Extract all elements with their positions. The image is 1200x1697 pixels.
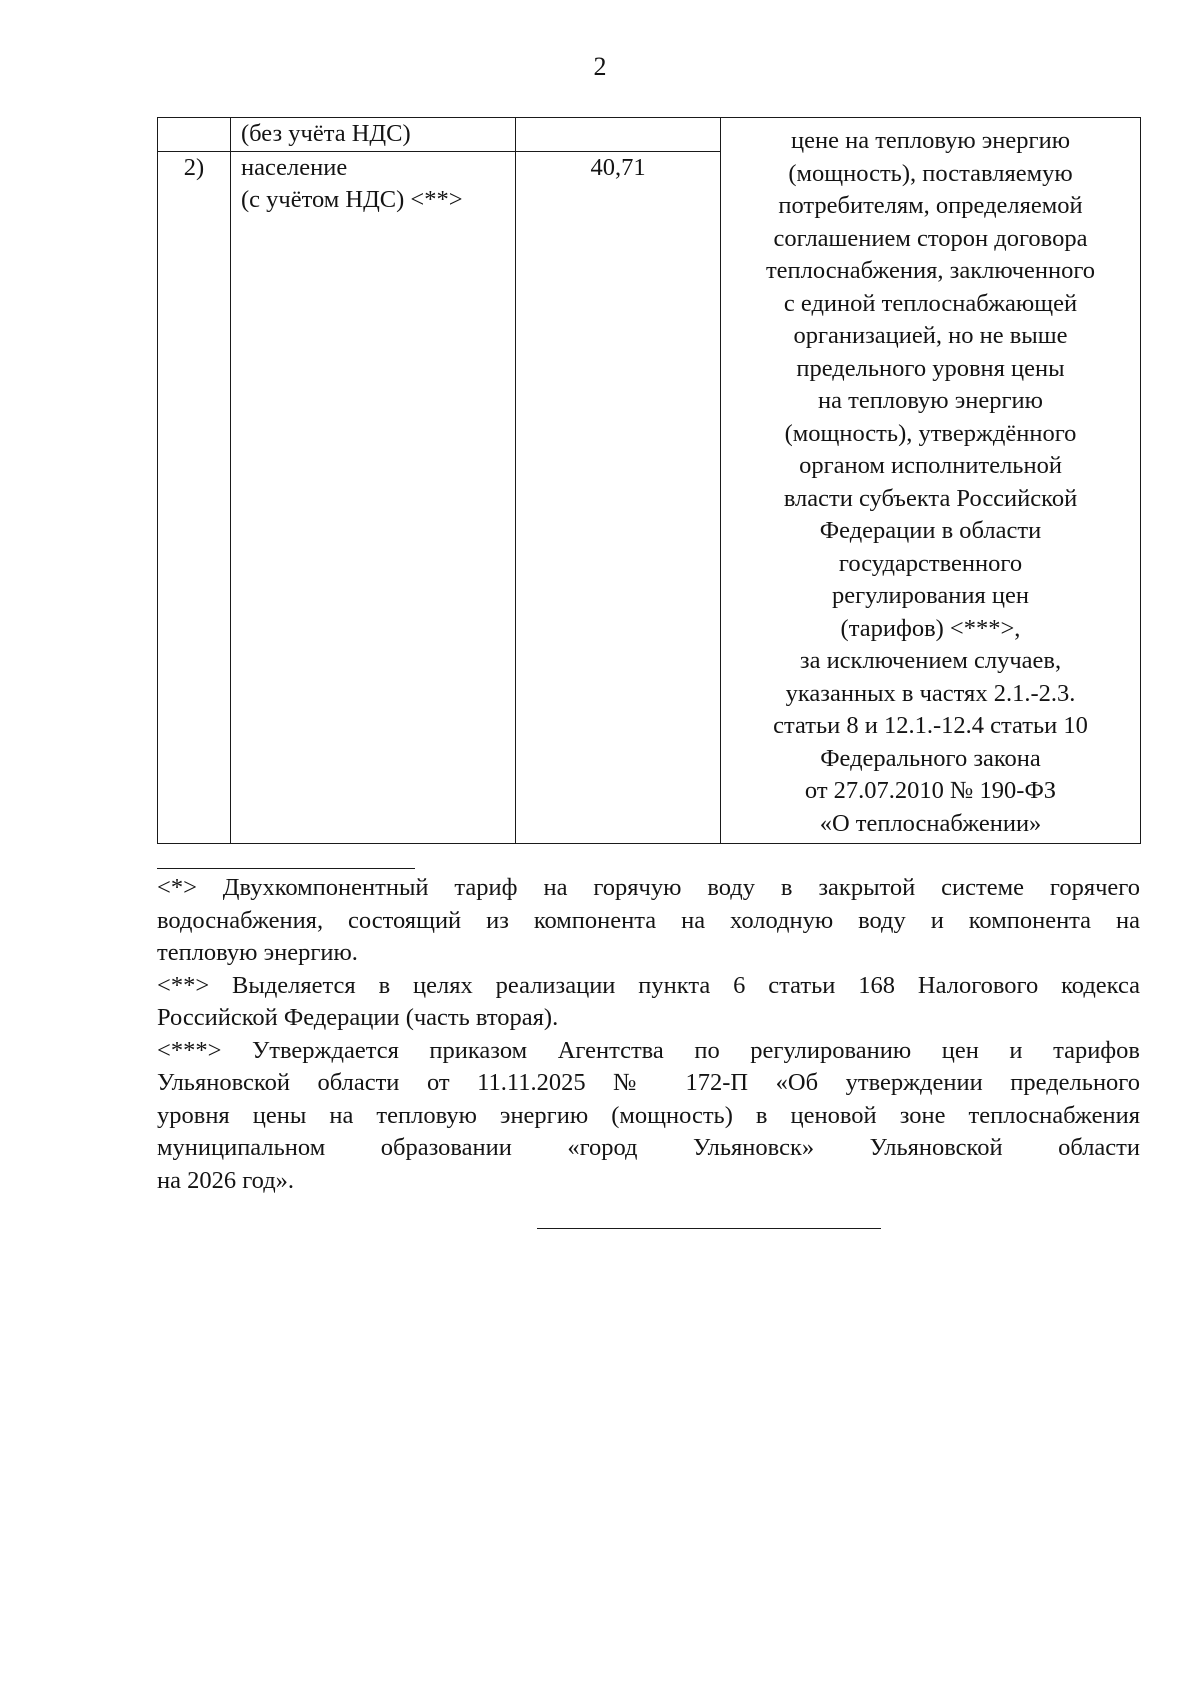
footnote-separator xyxy=(157,868,415,869)
price-note-line: теплоснабжения, заключенного xyxy=(765,257,1096,284)
price-note-line: (мощность), поставляемую xyxy=(788,159,1073,187)
footnote-three-stars xyxy=(157,1035,1140,1198)
page-number: 2 xyxy=(593,52,607,81)
price-note-line: статьи 8 и 12.1.-12.4 статьи 10 xyxy=(773,712,1088,739)
footnote-line: Российской Федерации (часть вторая). xyxy=(157,1004,559,1031)
price-note-line: органом исполнительной xyxy=(799,452,1062,479)
document-end-line xyxy=(537,1228,881,1229)
footnotes xyxy=(157,872,1140,1197)
row-number-cell: 2) xyxy=(158,151,231,843)
footnote-line: тепловую энергию. xyxy=(157,939,358,966)
price-note-cell xyxy=(721,118,1141,844)
table-row-continued xyxy=(158,118,1141,152)
price-note-line: соглашением сторон договора xyxy=(773,224,1088,252)
price-note-line: государственного xyxy=(838,549,1023,577)
tariff-value-cell: 40,71 xyxy=(516,151,721,843)
footnote-two-stars xyxy=(157,970,1140,1035)
footnote-one-star xyxy=(157,872,1140,970)
price-note-line: (мощность), утверждённого xyxy=(784,419,1077,447)
price-note-line: за исключением случаев, xyxy=(799,647,1062,674)
footnote-line: на 2026 год». xyxy=(157,1166,295,1194)
price-note-line: (тарифов) <***>, xyxy=(840,614,1021,642)
consumer-category-cell xyxy=(231,118,516,152)
footnote-line: водоснабжения, состоящий из компонента на холодную воду и компонента на xyxy=(157,906,1140,934)
price-note-line: потребителям, определяемой xyxy=(778,192,1083,219)
footnote-line: <***> Утверждается приказом Агентства по регулированию цен и тарифов xyxy=(157,1036,1140,1064)
consumer-category-cell xyxy=(231,151,516,843)
price-note-line: с единой теплоснабжающей xyxy=(783,289,1078,317)
price-note-line: указанных в частях 2.1.-2.3. xyxy=(785,679,1076,707)
consumer-category-line: население xyxy=(241,153,348,181)
row-number-cell xyxy=(158,118,231,152)
footnote-line: уровня цены на тепловую энергию (мощность) в ценовой зоне теплоснабжения xyxy=(157,1101,1140,1129)
footnote-line: Ульяновской области от 11.11.2025 № 172-П «Об утверждении предельного xyxy=(157,1069,1140,1096)
price-note-line: Федерального закона xyxy=(820,744,1041,772)
price-note-line: на тепловую энергию xyxy=(818,387,1043,414)
price-note-line: Федерации в области xyxy=(819,517,1042,544)
footnote-line: <*> Двухкомпонентный тариф на горячую воду в закрытой системе горячего xyxy=(157,874,1140,901)
price-note-line: цене на тепловую энергию xyxy=(791,127,1070,154)
price-note-line: власти субъекта Российской xyxy=(783,484,1078,512)
consumer-category-line: (с учётом НДС) <**> xyxy=(241,186,463,213)
footnote-line: <**> Выделяется в целях реализации пункта 6 статьи 168 Налогового кодекса xyxy=(157,971,1140,999)
consumer-category-line: (без учёта НДС) xyxy=(241,120,411,147)
price-note-line: регулирования цен xyxy=(831,582,1030,609)
tariff-table xyxy=(157,117,1141,844)
price-note-line: организацией, но не выше xyxy=(793,322,1068,349)
price-note-line: «О теплоснабжении» xyxy=(819,809,1042,837)
tariff-value-cell xyxy=(516,118,721,152)
price-note-line: предельного уровня цены xyxy=(796,354,1065,382)
price-note-line: от 27.07.2010 № 190-ФЗ xyxy=(804,777,1057,804)
footnote-line: муниципальном образовании «город Ульяновск» Ульяновской области xyxy=(157,1134,1140,1161)
